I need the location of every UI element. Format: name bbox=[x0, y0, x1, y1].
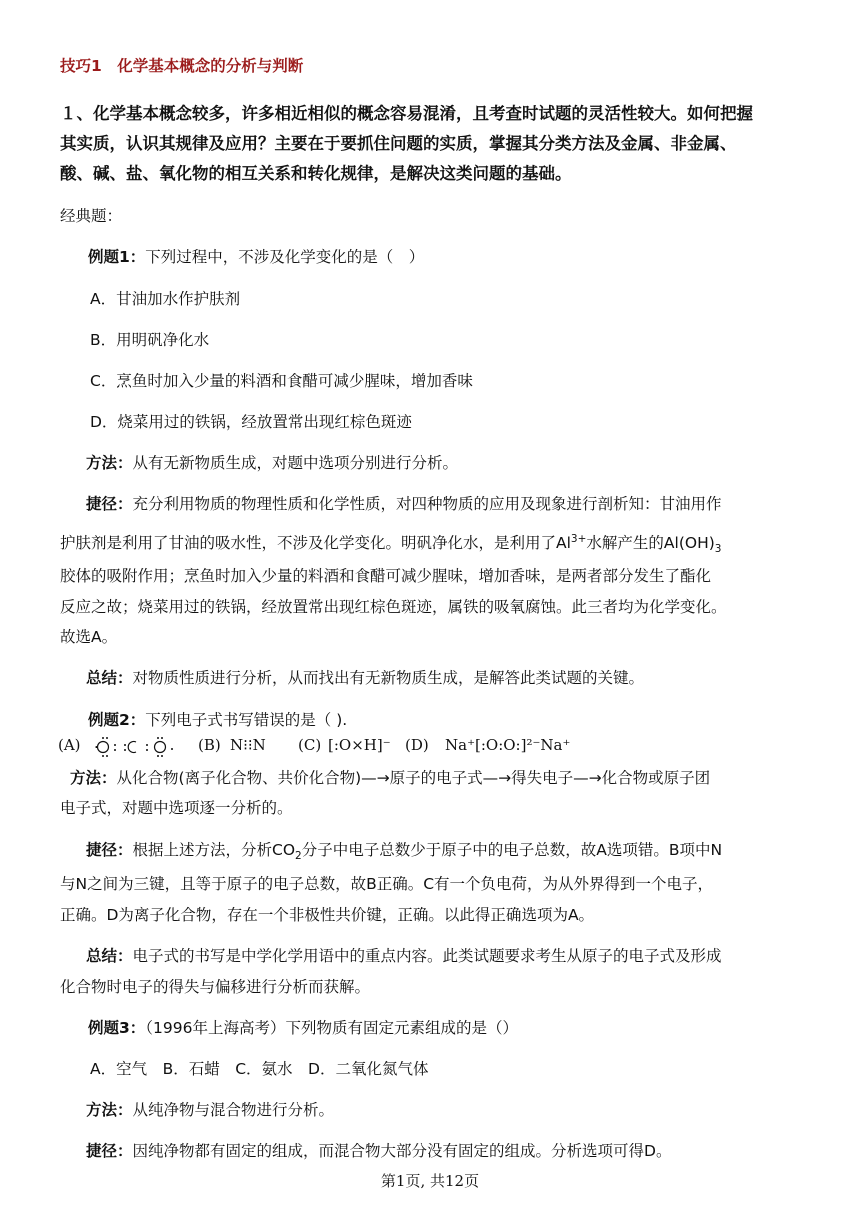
ex2-path-text-1a: 根据上述方法，分析CO bbox=[132, 841, 296, 859]
ex1-label: 例题1： bbox=[88, 248, 146, 266]
ex3-method-label: 方法： bbox=[86, 1101, 133, 1119]
ex2-path-sub: 2 bbox=[295, 850, 302, 863]
ex3-method bbox=[86, 1100, 334, 1120]
ex2-label: 例题2： bbox=[88, 711, 146, 729]
ex2-summary-line-1 bbox=[86, 946, 722, 966]
ex2-summary-line-2: 化合物时电子的得失与偏移进行分析而获解。 bbox=[60, 978, 371, 996]
ex1-option-b: B．用明矾净化水 bbox=[90, 331, 210, 349]
ex2-method-line-1 bbox=[70, 768, 710, 788]
ex1-path-text-2a: 护肤剂是利用了甘油的吸水性，不涉及化学变化。明矾净化水，是利用了Al bbox=[60, 534, 571, 552]
ex2-question bbox=[88, 710, 347, 730]
ex1-path-text-2b: 水解产生的Al(OH) bbox=[586, 534, 715, 552]
ex1-path-line-5: 故选A。 bbox=[60, 628, 118, 646]
ex3-options: A．空气 B．石蜡 C．氨水 D．二氧化氮气体 bbox=[90, 1060, 429, 1078]
formula-b: N⁝⁝N bbox=[230, 736, 266, 754]
ex1-method-label: 方法： bbox=[86, 454, 133, 472]
intro-line-3: 酸、碱、盐、氧化物的相互关系和转化规律，是解决这类问题的基础。 bbox=[60, 164, 572, 183]
ex3-path bbox=[86, 1141, 671, 1161]
ex2-path-text-1b: 分子中电子总数少于原子中的电子总数，故A选项错。B项中N bbox=[301, 841, 723, 859]
ex3-label: 例题3： bbox=[88, 1019, 146, 1037]
ex1-summary-label: 总结： bbox=[86, 669, 133, 687]
ex3-question-text: （1996年上海高考）下列物质有固定元素组成的是（） bbox=[145, 1019, 518, 1037]
ex1-path-label: 捷径： bbox=[86, 495, 133, 513]
classic-label: 经典题： bbox=[60, 207, 123, 225]
ex3-path-label: 捷径： bbox=[86, 1142, 133, 1160]
ex1-method-text: 从有无新物质生成，对题中选项分别进行分析。 bbox=[132, 454, 459, 472]
intro-line-2: 其实质，认识其规律及应用？主要在于要抓住问题的实质，掌握其分类方法及金属、非金属、 bbox=[60, 134, 737, 153]
ex2-path-line-2: 与N之间为三键，且等于原子的电子总数，故B正确。C有一个负电荷，为从外界得到一个电子， bbox=[60, 875, 714, 893]
ex3-path-text: 因纯净物都有固定的组成，而混合物大部分没有固定的组成。分析选项可得D。 bbox=[132, 1142, 672, 1160]
ex3-question bbox=[88, 1018, 518, 1038]
ex1-option-d: D．烧菜用过的铁锅，经放置常出现红棕色斑迹 bbox=[90, 413, 412, 431]
ex1-option-c: C．烹鱼时加入少量的料酒和食醋可减少腥味，增加香味 bbox=[90, 372, 473, 390]
formula-c: [:O×H]⁻ bbox=[328, 736, 391, 754]
formula-a-label: (A) bbox=[58, 736, 81, 754]
formula-d: Na⁺[:O:O:]²⁻Na⁺ bbox=[445, 736, 571, 754]
ex2-question-text: 下列电子式书写错误的是（ ). bbox=[145, 711, 348, 729]
page-title: 技巧1 化学基本概念的分析与判断 bbox=[60, 57, 304, 75]
svg-text:·: · bbox=[94, 738, 99, 756]
ex1-path-sup: 3+ bbox=[570, 532, 587, 545]
ex2-path-label: 捷径： bbox=[86, 841, 133, 859]
ex1-path-line-2 bbox=[60, 532, 722, 556]
ex2-path-line-1 bbox=[86, 840, 723, 863]
ex1-path-sub: 3 bbox=[714, 543, 722, 556]
ex1-method bbox=[86, 453, 458, 473]
ex1-option-a: A．甘油加水作护肤剂 bbox=[90, 290, 241, 308]
ex1-path-line-3: 胶体的吸附作用；烹鱼时加入少量的料酒和食醋可减少腥味，增加香味，是两者部分发生了酯化 bbox=[60, 567, 712, 585]
ex1-path-text-1: 充分利用物质的物理性质和化学性质，对四种物质的应用及现象进行剖析知：甘油用作 bbox=[132, 495, 722, 513]
intro-line-1: １、化学基本概念较多，许多相近相似的概念容易混淆，且考查时试题的灵活性较大。如何把握 bbox=[60, 104, 753, 123]
formula-a bbox=[88, 736, 208, 762]
ex1-question bbox=[88, 247, 424, 267]
ex2-method-text-1: 从化合物(离子化合物、共价化合物)—→原子的电子式—→得失电子—→化合物或原子团 bbox=[116, 769, 711, 787]
ex2-path-line-3: 正确。D为离子化合物，存在一个非极性共价键，正确。以此得正确选项为A。 bbox=[60, 906, 595, 924]
ex1-question-text: 下列过程中，不涉及化学变化的是（ ） bbox=[145, 248, 425, 266]
ex2-method-line-2: 电子式，对题中选项逐一分析的。 bbox=[60, 799, 293, 817]
ex1-path-line-1 bbox=[86, 494, 722, 514]
ex2-summary-label: 总结： bbox=[86, 947, 133, 965]
ex2-method-label: 方法： bbox=[70, 769, 117, 787]
ex1-summary bbox=[86, 668, 644, 688]
ex1-path-line-4: 反应之故；烧菜用过的铁锅，经放置常出现红棕色斑迹，属铁的吸氧腐蚀。此三者均为化学变化。 bbox=[60, 598, 727, 616]
formula-c-label: (C) bbox=[298, 736, 322, 754]
formula-a-dots bbox=[88, 736, 208, 758]
ex2-summary-text-1: 电子式的书写是中学化学用语中的重点内容。此类试题要求考生从原子的电子式及形成 bbox=[132, 947, 722, 965]
ex1-summary-text: 对物质性质进行分析，从而找出有无新物质生成，是解答此类试题的关键。 bbox=[132, 669, 645, 687]
formula-d-label: (D) bbox=[405, 736, 429, 754]
page-footer: 第1页, 共12页 bbox=[380, 1172, 480, 1190]
formula-b-label: (B) bbox=[198, 736, 221, 754]
ex3-method-text: 从纯净物与混合物进行分析。 bbox=[132, 1101, 335, 1119]
